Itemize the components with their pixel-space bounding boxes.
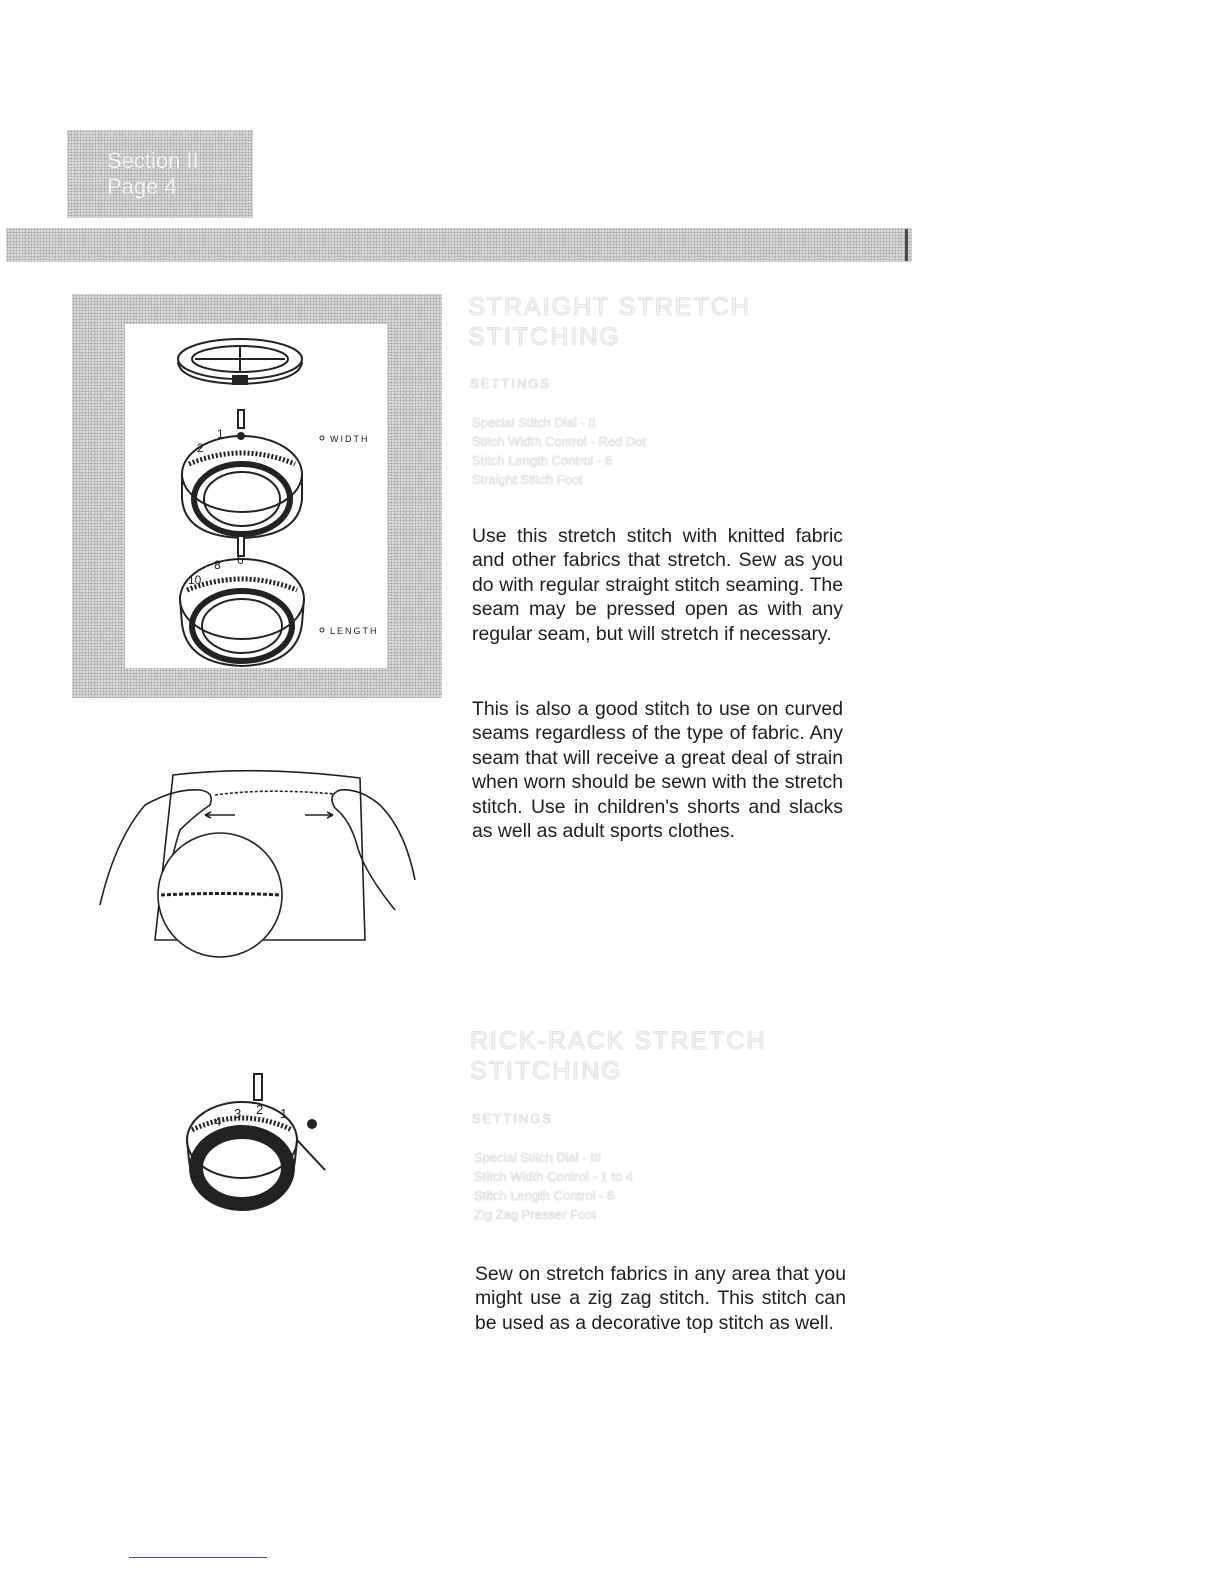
straight-stretch-title-line1: STRAIGHT STRETCH bbox=[468, 293, 751, 321]
dial-illustration bbox=[125, 324, 387, 668]
header-rule bbox=[6, 228, 912, 262]
page-label: Page 4 bbox=[107, 174, 177, 199]
rickrack-paragraph: Sew on stretch fabrics in any area that you might use a zig zag stitch. This stitch can be used as a decorative top stitch as well. bbox=[475, 1263, 846, 1334]
dial-figure-panel bbox=[72, 294, 442, 698]
straight-stretch-title-line2: STITCHING bbox=[468, 323, 621, 351]
straight-settings-label: SETTINGS bbox=[470, 376, 552, 391]
length-dial-number: 10 bbox=[188, 573, 202, 587]
section-label: Section II bbox=[107, 148, 199, 173]
setting-line: Special Stitch Dial - III bbox=[474, 1150, 602, 1165]
rickrack-dial-number: 3 bbox=[234, 1106, 242, 1121]
rickrack-dial-number: 1 bbox=[280, 1106, 288, 1121]
rickrack-dial-number: 2 bbox=[256, 1102, 264, 1117]
dial-figure-frame bbox=[125, 324, 387, 668]
width-dial-number: 2 bbox=[197, 441, 204, 455]
setting-line: Special Stitch Dial - II bbox=[472, 415, 596, 430]
special-stitch-disc bbox=[178, 339, 302, 384]
length-label: LENGTH bbox=[330, 626, 379, 636]
rickrack-title-line1: RICK-RACK STRETCH bbox=[470, 1027, 767, 1055]
width-dial-number: 1 bbox=[217, 427, 224, 441]
rickrack-dial-illustration bbox=[180, 1070, 360, 1220]
straight-stretch-paragraph-2: This is also a good stitch to use on curved seams regardless of the type of fabric. Any seam that will receive a great deal of strain when worn should be sewn with the stretch stitch. Use in children's shorts and slacks as well as adult sports clothes. bbox=[472, 698, 843, 843]
setting-line: Stitch Width Control - 1 to 4 bbox=[474, 1169, 633, 1184]
straight-settings-list bbox=[472, 413, 646, 489]
setting-line: Stitch Length Control - 6 bbox=[474, 1188, 615, 1203]
rickrack-title-line2: STITCHING bbox=[470, 1057, 623, 1085]
header-rule-end bbox=[905, 229, 908, 261]
rickrack-settings-label: SETTINGS bbox=[472, 1111, 554, 1126]
rickrack-dial-number: 4 bbox=[214, 1114, 222, 1129]
width-marker-dot bbox=[320, 436, 324, 440]
setting-line: Zig Zag Presser Foot bbox=[474, 1207, 597, 1222]
rickrack-title bbox=[470, 1026, 767, 1086]
section-tab bbox=[67, 130, 253, 218]
straight-stretch-paragraph-1: Use this stretch stitch with knitted fabric and other fabrics that stretch. Sew as you do with regular straight stitch seaming. The seam may be pressed open as with any regular seam, but will stretch if necessary. bbox=[472, 525, 843, 645]
setting-line: Stitch Width Control - Red Dot bbox=[472, 434, 647, 449]
length-marker-dot bbox=[320, 628, 324, 632]
hands-stretching-fabric-illustration bbox=[95, 760, 425, 980]
length-dial-number: 8 bbox=[214, 558, 221, 572]
width-label: WIDTH bbox=[330, 434, 370, 444]
section-tab-text bbox=[107, 148, 257, 200]
footer-rule bbox=[129, 1557, 267, 1558]
straight-stretch-title bbox=[468, 292, 751, 352]
rickrack-settings-list bbox=[474, 1148, 633, 1224]
setting-line: Stitch Length Control - 6 bbox=[472, 453, 613, 468]
width-dial bbox=[182, 410, 302, 538]
setting-line: Straight Stitch Foot bbox=[472, 472, 583, 487]
length-dial-number: 6 bbox=[237, 553, 244, 567]
